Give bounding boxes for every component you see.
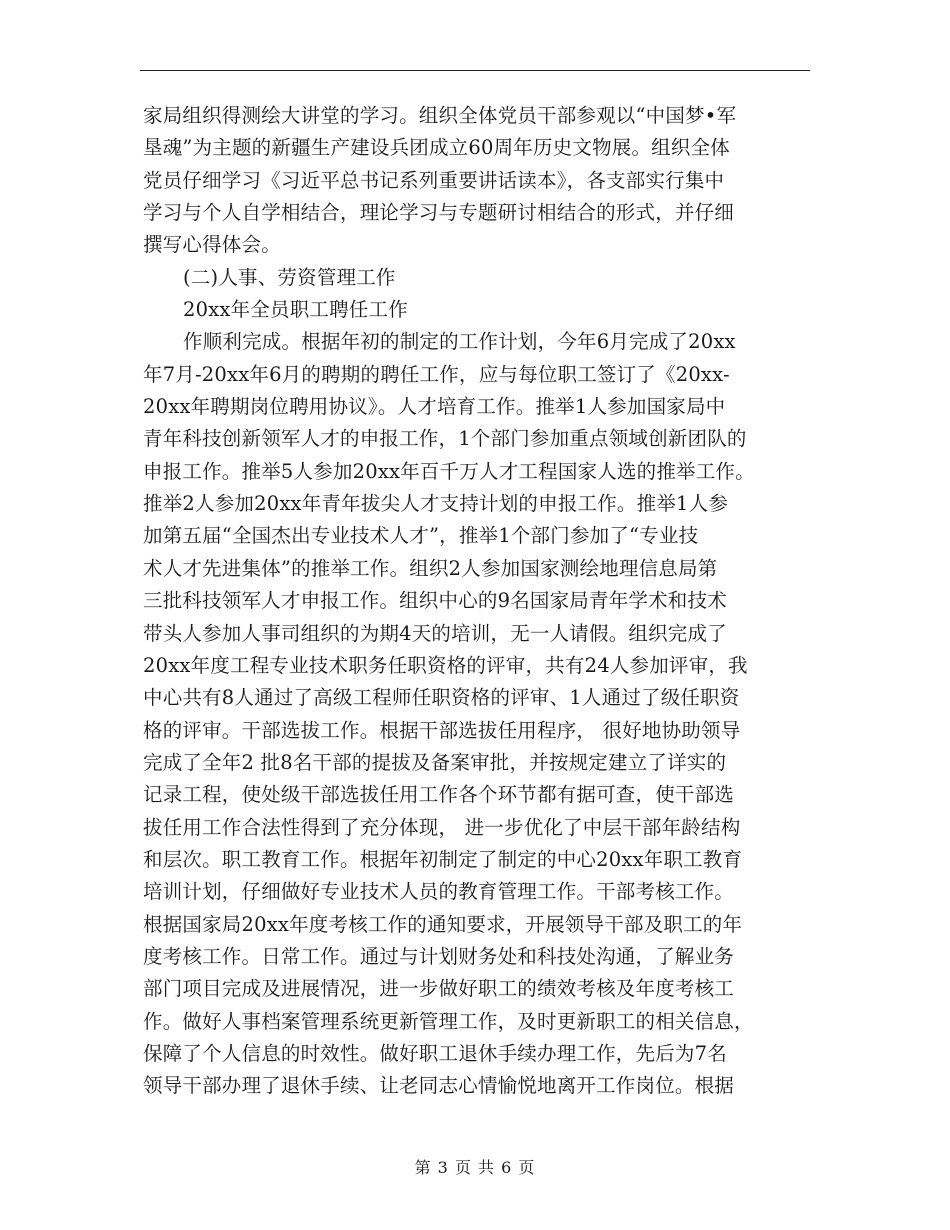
text-line: 培训计划，仔细做好专业技术人员的教育管理工作。干部考核工作。 — [143, 880, 735, 904]
text-line: 带头人参加人事司组织的为期4天的培训，无一人请假。组织完成了 — [143, 621, 727, 645]
text-line: 术人才先进集体”的推举工作。组织2人参加国家测绘地理信息局第 — [143, 556, 718, 580]
text-line: 根据国家局20xx年度考核工作的通知要求，开展领导干部及职工的年 — [143, 912, 743, 936]
text-line: 青年科技创新领军人才的申报工作，1个部门参加重点领域创新团队的 — [143, 427, 747, 451]
text-line: 学习与个人自学相结合，理论学习与专题研讨相结合的形式，并仔细 — [143, 201, 735, 225]
text-line: 20xx年度工程专业技术职务任职资格的评审，共有24人参加评审，我 — [143, 653, 748, 677]
text-line: 和层次。职工教育工作。根据年初制定了制定的中心20xx年职工教育 — [143, 847, 743, 871]
text-line: 垦魂”为主题的新疆生产建设兵团成立60周年历史文物展。组织全体 — [143, 136, 730, 160]
text-line: 领导干部办理了退休手续、让老同志心情愉悦地离开工作岗位。根据 — [143, 1074, 735, 1098]
text-line: 拔任用工作合法性得到了充分体现， 进一步优化了中层干部年龄结构 — [143, 815, 741, 839]
text-line: 年7月-20xx年6月的聘期的聘任工作，应与每位职工签订了《20xx- — [143, 362, 730, 386]
text-line: 度考核工作。日常工作。通过与计划财务处和科技处沟通，了解业务 — [143, 944, 735, 968]
text-line: 记录工程，使处级干部选拔任用工作各个环节都有据可查，使干部选 — [143, 783, 735, 807]
text-line: 作顺利完成。根据年初的制定的工作计划，今年6月完成了20xx — [183, 330, 736, 354]
text-line: 撰写心得体会。 — [143, 233, 281, 257]
text-line: 推举2人参加20xx年青年拔尖人才支持计划的申报工作。推举1人参 — [143, 492, 729, 516]
text-line: 作。做好人事档案管理系统更新管理工作，及时更新职工的相关信息， — [143, 1009, 754, 1033]
text-line: 20xx年全员职工聘任工作 — [183, 298, 408, 322]
header-rule — [140, 70, 810, 71]
text-line: 格的评审。干部选拔工作。根据干部选拔任用程序， 很好地协助领导 — [143, 718, 741, 742]
text-line: 保障了个人信息的时效性。做好职工退休手续办理工作，先后为7名 — [143, 1041, 727, 1065]
text-line: 完成了全年2 批8名干部的提拔及备案审批，并按规定建立了详实的 — [143, 750, 727, 774]
text-line: 三批科技领军人才申报工作。组织中心的9名国家局青年学术和技术 — [143, 589, 727, 613]
body-text — [143, 100, 813, 1103]
text-line: 20xx年聘期岗位聘用协议》。人才培育工作。推举1人参加国家局中 — [143, 395, 726, 419]
text-line: 申报工作。推举5人参加20xx年百千万人才工程国家人选的推举工作。 — [143, 459, 755, 483]
page-footer: 第 3 页 共 6 页 — [414, 1158, 536, 1177]
text-line: 中心共有8人通过了高级工程师任职资格的评审、1人通过了级任职资 — [143, 686, 740, 710]
text-line: 部门项目完成及进展情况，进一步做好职工的绩效考核及年度考核工 — [143, 977, 735, 1001]
text-line: (二)人事、劳资管理工作 — [183, 265, 396, 289]
text-line: 家局组织得测绘大讲堂的学习。组织全体党员干部参观以“中国梦•军 — [143, 104, 737, 127]
text-line: 加第五届“全国杰出专业技术人才”，推举1个部门参加了“专业技 — [143, 524, 699, 548]
text-line: 党员仔细学习《习近平总书记系列重要讲话读本》，各支部实行集中 — [143, 168, 725, 192]
